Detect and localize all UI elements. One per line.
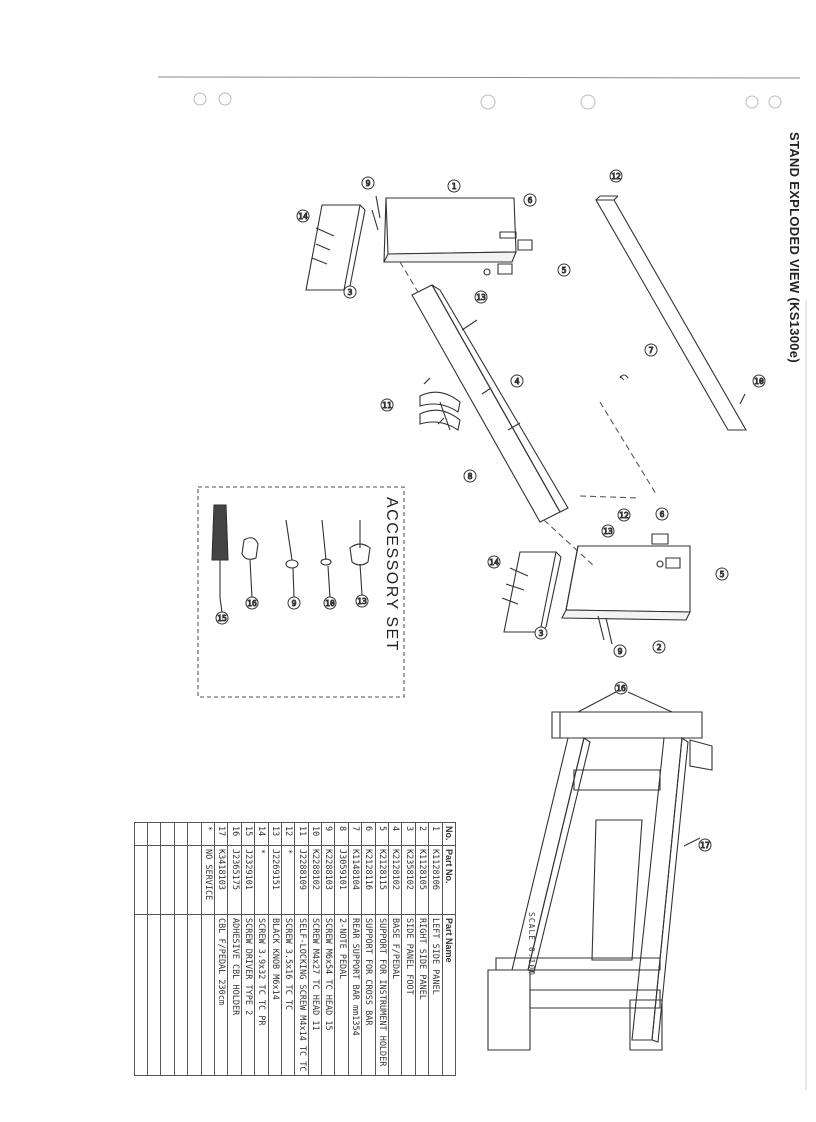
- callout-1: [448, 180, 460, 192]
- header-no: No.: [442, 823, 455, 846]
- table-row: [241, 823, 254, 1076]
- table-cell-part-name: SCREW M4x27 TC HEAD 11: [308, 915, 321, 1076]
- table-row: [308, 823, 321, 1076]
- table-cell-no: 8: [335, 823, 348, 846]
- table-cell-blank: [134, 915, 147, 1076]
- table-cell-part-no: K2128102: [389, 846, 402, 915]
- table-cell-part-no: J2365175: [228, 846, 241, 915]
- svg-text:5: 5: [719, 570, 725, 579]
- table-cell-no: 17: [214, 823, 227, 846]
- table-row-blank: [188, 823, 201, 1076]
- screwdriver-icon: [212, 505, 228, 598]
- screw-icon: [321, 520, 331, 565]
- punch-hole-icon: [746, 96, 758, 108]
- table-cell-blank: [188, 823, 201, 846]
- page-title: STAND EXPLODED VIEW (KS1300e): [787, 132, 802, 363]
- callout-6: [524, 194, 536, 206]
- table-cell-blank: [148, 846, 161, 915]
- table-cell-blank: [148, 915, 161, 1076]
- table-cell-no: 13: [268, 823, 281, 846]
- table-row: [375, 823, 388, 1076]
- table-cell-part-no: J2269151: [268, 846, 281, 915]
- callout-11: [381, 399, 393, 411]
- side-panel-foot-top: [306, 205, 365, 290]
- knob-icon: [350, 520, 370, 565]
- table-cell-no: 6: [362, 823, 375, 846]
- table-row: [268, 823, 281, 1076]
- table-cell-part-name: BASE F/PEDAL: [389, 915, 402, 1076]
- svg-text:8: 8: [467, 472, 473, 481]
- svg-text:2: 2: [656, 643, 662, 652]
- table-cell-no: 16: [228, 823, 241, 846]
- table-cell-part-name: RIGHT SIDE PANEL: [415, 915, 428, 1076]
- table-cell-part-no: J2329101: [241, 846, 254, 915]
- table-cell-blank: [134, 846, 147, 915]
- svg-text:17: 17: [700, 841, 710, 850]
- accessory-callout-13: [356, 595, 368, 607]
- table-cell-part-no: J2288109: [295, 846, 308, 915]
- table-row: [322, 823, 335, 1076]
- callout-17: [699, 839, 711, 851]
- callout-13b: [602, 525, 614, 537]
- callout-5b: [716, 568, 728, 580]
- table-cell-blank: [148, 823, 161, 846]
- scale-label: SCALE 0.100: [527, 912, 536, 976]
- callout-12b: [618, 509, 630, 521]
- header-part-no: Part No.: [442, 846, 455, 915]
- callout-14: [297, 210, 309, 222]
- table-cell-no: 11: [295, 823, 308, 846]
- table-cell-part-no: *: [281, 846, 294, 915]
- top-rule: [158, 77, 800, 78]
- svg-text:10: 10: [325, 599, 335, 608]
- cable-holder-icon: [242, 538, 258, 560]
- svg-text:9: 9: [617, 647, 623, 656]
- svg-text:13: 13: [357, 597, 367, 606]
- table-cell-no: *: [201, 823, 214, 846]
- svg-text:6: 6: [527, 196, 533, 205]
- callout-7: [645, 344, 657, 356]
- table-cell-part-no: K2128115: [375, 846, 388, 915]
- table-row: [228, 823, 241, 1076]
- callout-10: [753, 375, 765, 387]
- table-cell-no: 1: [429, 823, 442, 846]
- table-cell-part-no: K2288103: [322, 846, 335, 915]
- callout-3b: [535, 627, 547, 639]
- side-panel-foot-bottom: [504, 552, 561, 632]
- svg-text:13: 13: [603, 527, 613, 536]
- table-cell-part-name: [201, 915, 214, 1076]
- svg-text:1: 1: [451, 182, 457, 191]
- callout-8: [464, 470, 476, 482]
- callout-13: [475, 291, 487, 303]
- table-cell-part-name: REAR SUPPORT BAR mm1354: [348, 915, 361, 1076]
- table-cell-part-no: *: [255, 846, 268, 915]
- svg-text:9: 9: [291, 599, 297, 608]
- base-for-pedal: [412, 285, 568, 522]
- callout-5: [558, 264, 570, 276]
- callout-9: [362, 177, 374, 189]
- table-cell-part-no: K1128105: [415, 846, 428, 915]
- table-cell-part-name: SIDE PANEL FOOT: [402, 915, 415, 1076]
- svg-text:16: 16: [247, 599, 257, 608]
- callout-9b: [614, 645, 626, 657]
- table-row: [335, 823, 348, 1076]
- table-cell-no: 5: [375, 823, 388, 846]
- two-note-pedal: [420, 392, 460, 430]
- svg-text:4: 4: [514, 377, 520, 386]
- table-cell-no: 10: [308, 823, 321, 846]
- rear-support-bar: [596, 196, 746, 430]
- svg-text:7: 7: [648, 346, 654, 355]
- svg-text:16: 16: [616, 684, 626, 693]
- table-row: [214, 823, 227, 1076]
- table-cell-part-name: SELF-LOCKING SCREW M4x14 TC TC: [295, 915, 308, 1076]
- svg-text:9: 9: [365, 179, 371, 188]
- screw-icon: [286, 520, 298, 568]
- accessory-set-title: ACCESSORY SET: [383, 497, 400, 652]
- accessory-callout-16: [246, 597, 258, 609]
- svg-text:14: 14: [298, 212, 308, 221]
- table-cell-part-no: K2358102: [402, 846, 415, 915]
- table-cell-no: 14: [255, 823, 268, 846]
- callout-2: [653, 641, 665, 653]
- table-cell-part-name: SCREW 3.9x32 TC TC PR: [255, 915, 268, 1076]
- svg-text:10: 10: [754, 377, 764, 386]
- table-row-blank: [174, 823, 187, 1076]
- table-cell-part-no: K2128116: [362, 846, 375, 915]
- table-row: [362, 823, 375, 1076]
- table-cell-part-name: ADHESIVE CBL HOLDER: [228, 915, 241, 1076]
- table-cell-part-name: SUPPORT FOR INSTRUMENT HOLDER: [375, 915, 388, 1076]
- table-cell-part-name: BLACK KNOB M6x14: [268, 915, 281, 1076]
- table-cell-part-no: K1128106: [429, 846, 442, 915]
- table-row: [402, 823, 415, 1076]
- svg-text:13: 13: [476, 293, 486, 302]
- table-cell-blank: [188, 915, 201, 1076]
- table-row: [348, 823, 361, 1076]
- accessory-callout-9: [288, 597, 300, 609]
- header-part-name: Part Name: [442, 915, 455, 1076]
- table-row-blank: [148, 823, 161, 1076]
- accessory-callout-15: [216, 612, 228, 624]
- svg-text:12: 12: [619, 511, 629, 520]
- table-cell-no: 4: [389, 823, 402, 846]
- table-row: [255, 823, 268, 1076]
- table-cell-no: 7: [348, 823, 361, 846]
- svg-text:14: 14: [489, 558, 499, 567]
- right-side-panel: [562, 546, 690, 620]
- table-cell-part-no: K3418103: [214, 846, 227, 915]
- table-cell-part-no: K2288102: [308, 846, 321, 915]
- table-row-blank: [161, 823, 174, 1076]
- table-cell-no: 2: [415, 823, 428, 846]
- svg-text:3: 3: [347, 288, 353, 297]
- left-side-panel: [384, 198, 516, 262]
- punch-hole-icon: [581, 95, 595, 109]
- accessory-set-box: [198, 487, 404, 697]
- table-row: [415, 823, 428, 1076]
- table-cell-blank: [188, 846, 201, 915]
- table-cell-blank: [174, 846, 187, 915]
- svg-text:15: 15: [217, 614, 227, 623]
- table-cell-part-name: SCREW M6x54 TC HEAD 15: [322, 915, 335, 1076]
- table-cell-part-no: K1148104: [348, 846, 361, 915]
- punch-hole-icon: [194, 93, 206, 105]
- svg-text:5: 5: [561, 266, 567, 275]
- table-cell-part-no: J3059101: [335, 846, 348, 915]
- table-cell-no: 15: [241, 823, 254, 846]
- svg-text:6: 6: [659, 510, 665, 519]
- table-cell-blank: [174, 915, 187, 1076]
- table-cell-no: 3: [402, 823, 415, 846]
- callout-6b: [656, 508, 668, 520]
- svg-text:3: 3: [538, 629, 544, 638]
- callout-12: [610, 170, 622, 182]
- punch-hole-icon: [481, 95, 495, 109]
- table-cell-no: 9: [322, 823, 335, 846]
- accessory-callout-10: [324, 597, 336, 609]
- table-cell-blank: [134, 823, 147, 846]
- table-cell-blank: [174, 823, 187, 846]
- table-cell-part-name: CBL F/PEDAL 230cm: [214, 915, 227, 1076]
- table-cell-part-no: NO SERVICE: [201, 846, 214, 915]
- table-cell-blank: [161, 846, 174, 915]
- table-cell-blank: [161, 823, 174, 846]
- table-row: [281, 823, 294, 1076]
- punch-hole-icon: [769, 96, 781, 108]
- table-cell-blank: [161, 915, 174, 1076]
- punch-hole-icon: [219, 93, 231, 105]
- table-cell-part-name: 2-NOTE PEDAL: [335, 915, 348, 1076]
- table-row-blank: [134, 823, 147, 1076]
- callout-4: [511, 375, 523, 387]
- table-cell-no: 12: [281, 823, 294, 846]
- parts-table: [134, 822, 456, 1076]
- parts-table-body: [134, 823, 442, 1076]
- svg-text:11: 11: [382, 401, 392, 410]
- table-cell-part-name: LEFT SIDE PANEL: [429, 915, 442, 1076]
- svg-text:12: 12: [611, 172, 621, 181]
- table-row: [389, 823, 402, 1076]
- callout-14b: [488, 556, 500, 568]
- table-cell-part-name: SCREW DRIVER TYPE 2: [241, 915, 254, 1076]
- table-cell-part-name: SUPPORT FOR CROSS BAR: [362, 915, 375, 1076]
- callout-3: [344, 286, 356, 298]
- table-row: [429, 823, 442, 1076]
- parts-table-header: [442, 823, 455, 1076]
- table-row: [201, 823, 214, 1076]
- callout-16: [615, 682, 627, 694]
- table-cell-part-name: SCREW 3.5x16 TC TC: [281, 915, 294, 1076]
- table-row: [295, 823, 308, 1076]
